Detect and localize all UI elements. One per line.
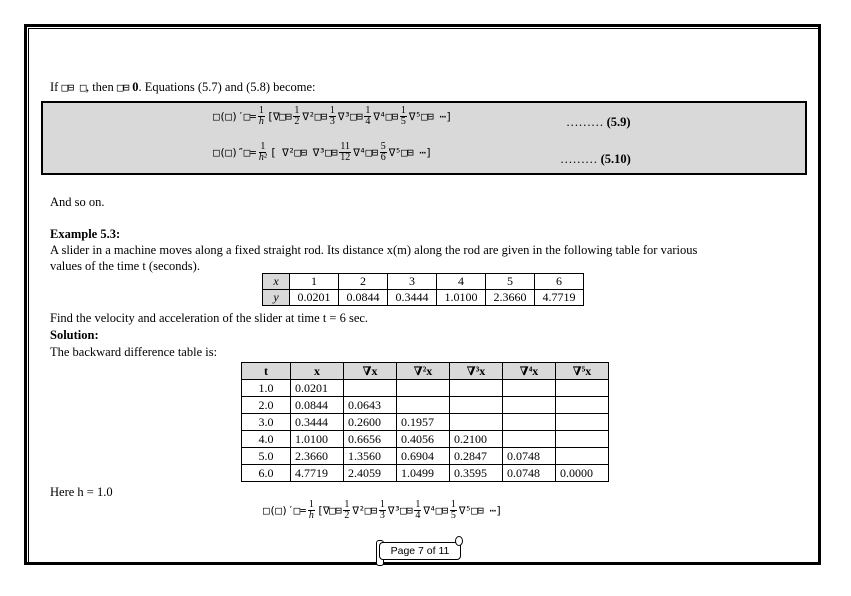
eq2-frac-1: $\frac{1}{\text{h²}}$ [258, 141, 267, 163]
intro-if: If [50, 80, 59, 94]
value-cell: 0.3444 [291, 414, 344, 431]
question-line: Find the velocity and acceleration of the slider at time t = 6 sec. [50, 311, 369, 325]
example-line-1: A slider in a machine moves along a fixed straight rod. Its distance x(m) along the rod are given in the following table for various [50, 243, 698, 257]
intro-line [50, 80, 316, 95]
eq3-frac-4: $\frac{1}{4}$ [415, 499, 421, 521]
value-cell [503, 431, 556, 448]
eq3-frac-2: $\frac{1}{2}$ [344, 499, 350, 521]
value-cell: 0.6904 [397, 448, 450, 465]
y-cell: 2.3660 [486, 290, 535, 306]
value-cell: 1.3560 [344, 448, 397, 465]
value-cell [503, 397, 556, 414]
eq1-term-5: ∇⁵□⊟ ⋯] [408, 110, 452, 123]
example-line-2: values of the time t (seconds). [50, 259, 200, 273]
eq3-term-2: ∇²□⊟ [352, 504, 377, 517]
value-cell [397, 380, 450, 397]
time-cell: 3.0 [242, 414, 291, 431]
y-cell: 0.3444 [388, 290, 437, 306]
value-cell: 0.2600 [344, 414, 397, 431]
value-cell: 0.0844 [291, 397, 344, 414]
value-cell: 2.4059 [344, 465, 397, 482]
value-cell: 0.1957 [397, 414, 450, 431]
intro-then: , then [85, 80, 114, 94]
diff-table-header-row [242, 363, 609, 380]
table-row [242, 397, 609, 414]
y-cell: 0.0844 [339, 290, 388, 306]
eq2-term-1: [ ∇²□⊟ ∇³□⊟ [269, 146, 338, 159]
slider-data-table [262, 273, 584, 306]
table-row [242, 431, 609, 448]
value-cell [450, 397, 503, 414]
y-header-cell: y [263, 290, 290, 306]
time-cell: 1.0 [242, 380, 291, 397]
backward-difference-table [241, 362, 609, 482]
x-header-cell: x [263, 274, 290, 290]
eq2-frac-3: $\frac{5}{6}$ [380, 141, 386, 163]
value-cell [450, 380, 503, 397]
intro-rest: . Equations (5.7) and (5.8) become: [138, 80, 316, 94]
value-cell [397, 397, 450, 414]
eq3-term-3: ∇³□⊟ [387, 504, 413, 517]
eq3-frac-5: $\frac{1}{5}$ [450, 499, 456, 521]
value-cell [556, 448, 609, 465]
eq2-lhs: □(□)″□= [213, 146, 256, 159]
value-cell: 0.0201 [291, 380, 344, 397]
eq1-frac-1: $\frac{1}{h}$ [258, 105, 264, 127]
header-cell-d2: ∇²x [397, 363, 450, 380]
table-row [242, 448, 609, 465]
value-cell [556, 397, 609, 414]
header-cell-d1: ∇x [344, 363, 397, 380]
value-cell: 0.0748 [503, 448, 556, 465]
eq1-frac-5: $\frac{1}{5}$ [400, 105, 406, 127]
header-cell-d4: ∇⁴x [503, 363, 556, 380]
value-cell: 0.2847 [450, 448, 503, 465]
page-number-badge: Page 7 of 11 [379, 542, 461, 560]
eq3-term-5: ∇⁵□⊟ ⋯] [458, 504, 502, 517]
time-cell: 6.0 [242, 465, 291, 482]
value-cell [556, 431, 609, 448]
time-cell: 2.0 [242, 397, 291, 414]
eq3-term-1: [∇□⊟ [316, 504, 342, 517]
equation-velocity [263, 500, 502, 521]
value-cell [450, 414, 503, 431]
value-cell [556, 414, 609, 431]
time-cell: 4.0 [242, 431, 291, 448]
table-row [242, 414, 609, 431]
intro-garbled-symbol: □⊟ □ [61, 81, 86, 94]
table-row [242, 465, 609, 482]
eq1-dots: ……… [566, 115, 604, 129]
y-cell: 4.7719 [535, 290, 584, 306]
value-cell: 1.0499 [397, 465, 450, 482]
eq1-number: (5.9) [606, 115, 631, 129]
eq1-term-1: [∇□⊟ [266, 110, 292, 123]
eq2-number: (5.10) [600, 152, 631, 166]
eq1-term-3: ∇³□⊟ [337, 110, 363, 123]
value-cell: 0.0643 [344, 397, 397, 414]
eq1-term-4: ∇⁴□⊟ [373, 110, 398, 123]
x-cell: 2 [339, 274, 388, 290]
x-cell: 4 [437, 274, 486, 290]
value-cell [344, 380, 397, 397]
table-row [242, 380, 609, 397]
value-cell: 0.0000 [556, 465, 609, 482]
value-cell [556, 380, 609, 397]
eq2-frac-2: $\frac{11}{12}$ [340, 141, 351, 163]
value-cell: 0.0748 [503, 465, 556, 482]
equation-5-9 [213, 106, 452, 127]
header-cell-d3: ∇³x [450, 363, 503, 380]
eq1-frac-2: $\frac{1}{2}$ [294, 105, 300, 127]
x-cell: 5 [486, 274, 535, 290]
time-cell: 5.0 [242, 448, 291, 465]
equation-5-10 [213, 142, 432, 163]
intro-garbled-symbol-2: □⊟ [116, 81, 130, 94]
table-row-x [263, 274, 584, 290]
value-cell [503, 414, 556, 431]
header-cell-t: t [242, 363, 291, 380]
example-heading: Example 5.3: [50, 227, 121, 241]
table-row-y [263, 290, 584, 306]
here-h-line: Here h = 1.0 [50, 485, 113, 499]
eq2-label [560, 152, 631, 167]
value-cell: 1.0100 [291, 431, 344, 448]
eq3-term-4: ∇⁴□⊟ [423, 504, 448, 517]
x-cell: 1 [290, 274, 339, 290]
eq1-term-2: ∇²□⊟ [302, 110, 327, 123]
intro-zero: 0 [132, 80, 139, 94]
value-cell [503, 380, 556, 397]
eq1-label [566, 115, 631, 130]
value-cell: 0.6656 [344, 431, 397, 448]
value-cell: 0.2100 [450, 431, 503, 448]
y-cell: 1.0100 [437, 290, 486, 306]
x-cell: 3 [388, 274, 437, 290]
eq2-term-3: ∇⁵□⊟ ⋯] [388, 146, 432, 159]
solution-heading: Solution: [50, 328, 99, 342]
eq3-frac-1: $\frac{1}{h}$ [308, 499, 314, 521]
x-cell: 6 [535, 274, 584, 290]
eq2-term-2: ∇⁴□⊟ [353, 146, 378, 159]
page-scroll-ornament-right [455, 536, 463, 546]
eq3-lhs: □(□)′□= [263, 504, 306, 517]
value-cell: 4.7719 [291, 465, 344, 482]
eq2-dots: ……… [560, 152, 598, 166]
eq1-frac-3: $\frac{1}{3}$ [329, 105, 335, 127]
y-cell: 0.0201 [290, 290, 339, 306]
backward-intro: The backward difference table is: [50, 345, 218, 359]
eq1-lhs: □(□)′□= [213, 110, 256, 123]
value-cell: 2.3660 [291, 448, 344, 465]
eq1-frac-4: $\frac{1}{4}$ [365, 105, 371, 127]
eq3-frac-3: $\frac{1}{3}$ [379, 499, 385, 521]
value-cell: 0.3595 [450, 465, 503, 482]
header-cell-d5: ∇⁵x [556, 363, 609, 380]
value-cell: 0.4056 [397, 431, 450, 448]
header-cell-x: x [291, 363, 344, 380]
and-so-on: And so on. [50, 195, 105, 209]
